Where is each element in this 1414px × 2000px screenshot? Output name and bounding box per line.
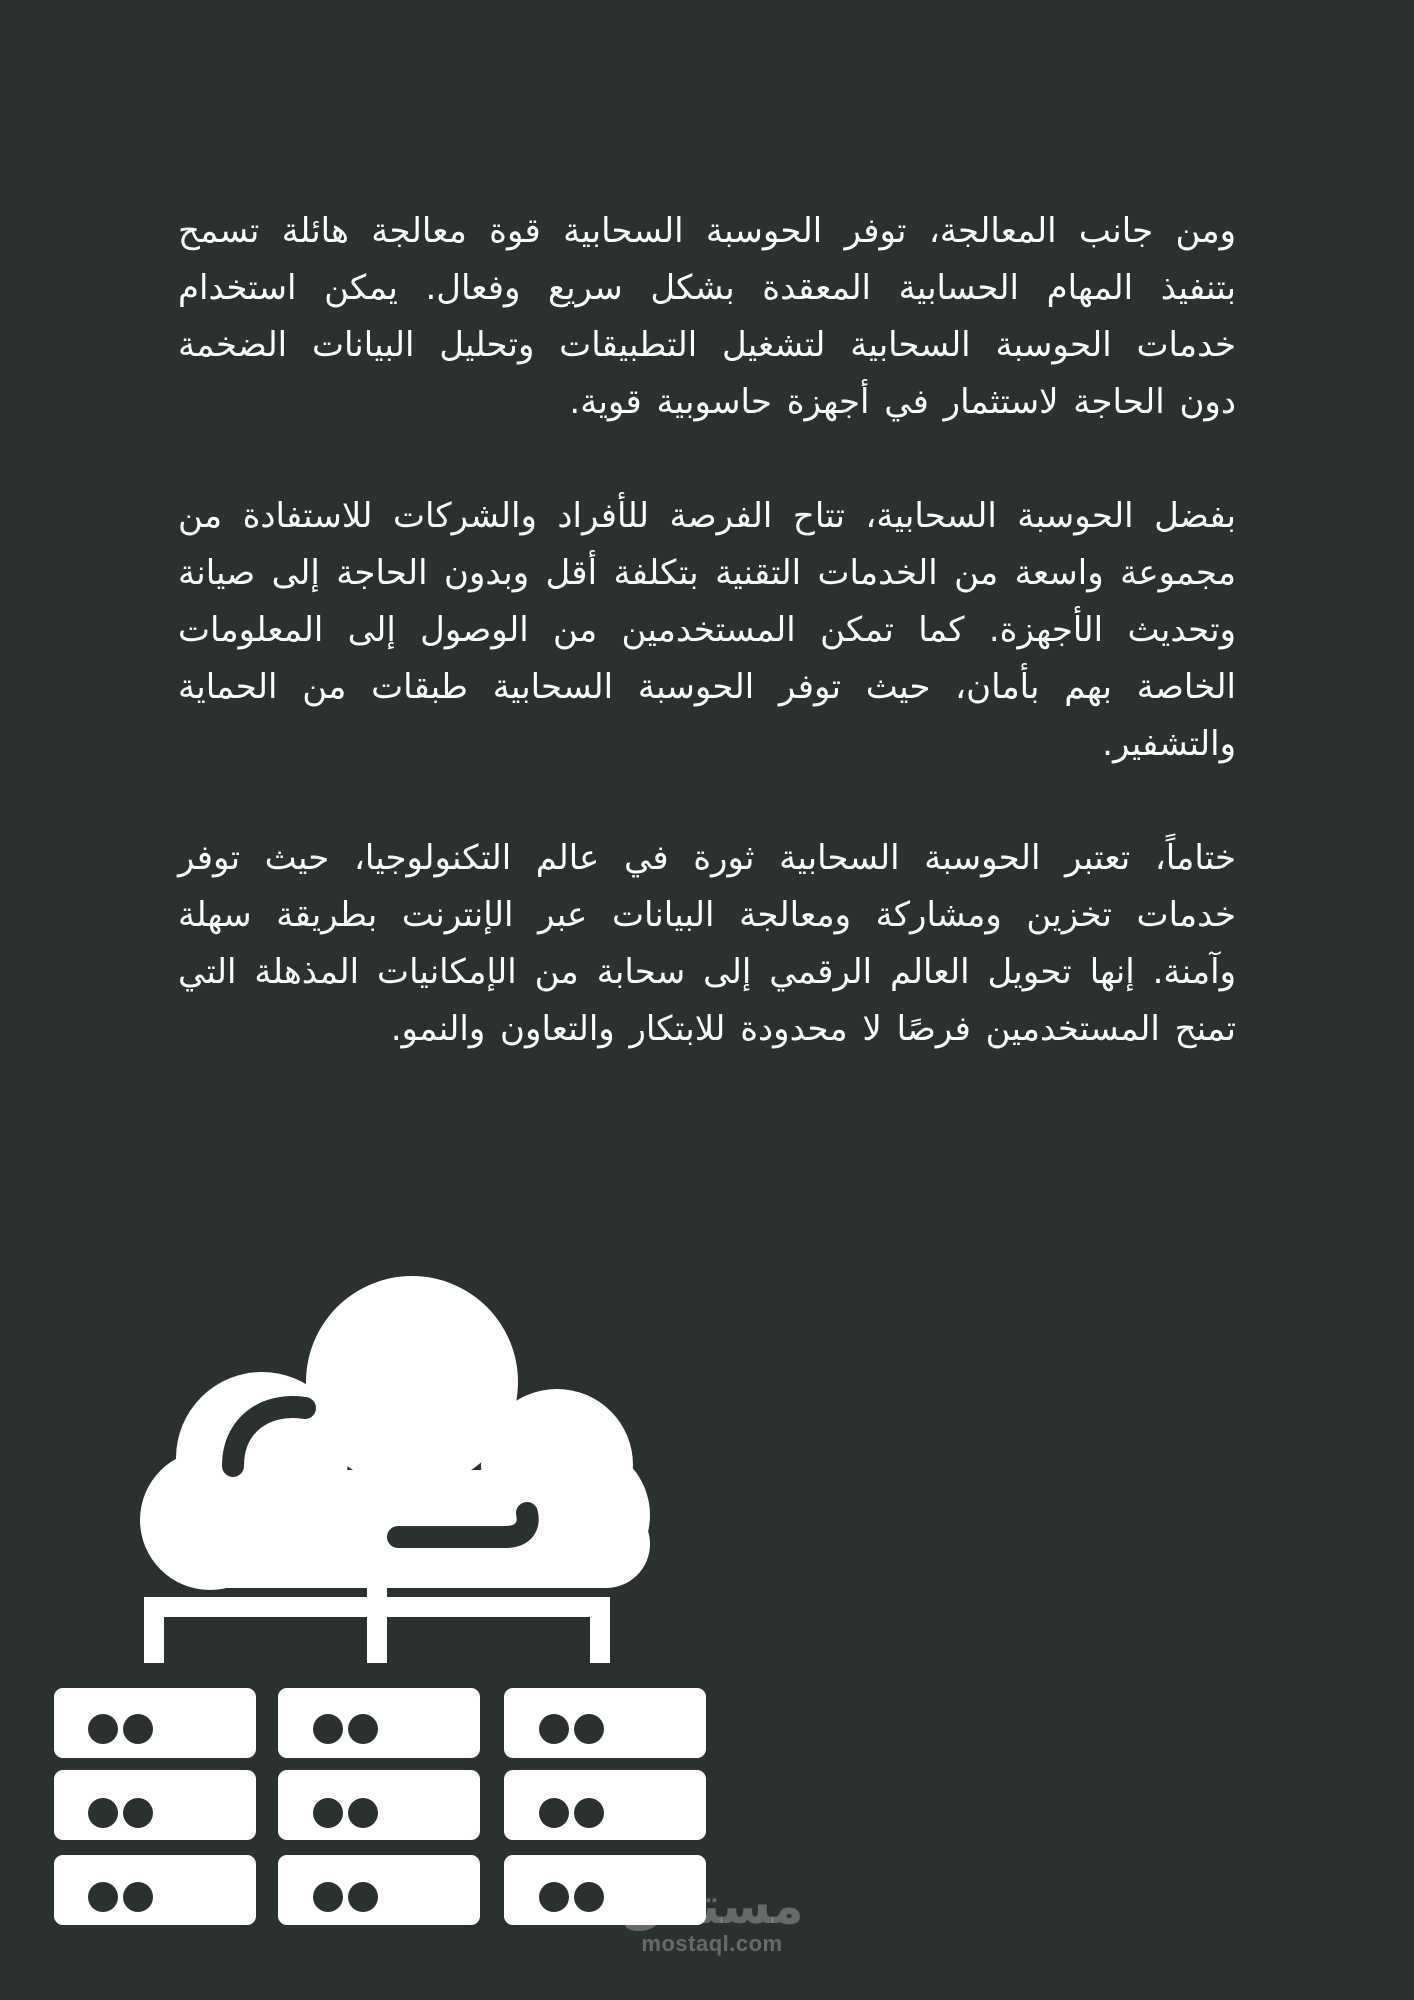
server-rack-left bbox=[54, 1688, 256, 1925]
watermark-logo bbox=[612, 1877, 812, 1956]
paragraph-benefits: بفضل الحوسبة السحابية، تتاح الفرصة للأفراد والشركات للاستفادة من مجموعة واسعة من الخدمات التقنية بتكلفة أقل وبدون الحاجة إلى صيانة وتحديث الأجهزة. كما تمكن المستخدمين من الوصول إلى المعلومات الخاصة بهم بأمان، حيث توفر الحوسبة السحابية طبقات من الحماية والتشفير. bbox=[178, 496, 1236, 764]
network-connectors bbox=[144, 1580, 610, 1663]
watermark-url-text: mostaql.com bbox=[641, 1931, 783, 1956]
server-rack-middle bbox=[278, 1688, 480, 1925]
article-body bbox=[178, 203, 1236, 1058]
cloud-server-network-icon bbox=[40, 1270, 720, 1940]
paragraph-processing: ومن جانب المعالجة، توفر الحوسبة السحابية قوة معالجة هائلة تسمح بتنفيذ المهام الحسابية المعقدة بشكل سريع وفعال. يمكن استخدام خدمات الحوسبة السحابية لتشغيل التطبيقات وتحليل البيانات الضخمة دون الحاجة لاستثمار في أجهزة حاسوبية قوية. bbox=[178, 211, 1236, 422]
watermark-arabic-text: مستقل bbox=[620, 1877, 804, 1935]
paragraph-conclusion: ختاماً، تعتبر الحوسبة السحابية ثورة في عالم التكنولوجيا، حيث توفر خدمات تخزين ومشاركة ومعالجة البيانات عبر الإنترنت بطريقة سهلة وآمنة. إنها تحويل العالم الرقمي إلى سحابة من الإمكانيات المذهلة التي تمنح المستخدمين فرصًا لا محدودة للابتكار والتعاون والنمو. bbox=[178, 838, 1236, 1049]
